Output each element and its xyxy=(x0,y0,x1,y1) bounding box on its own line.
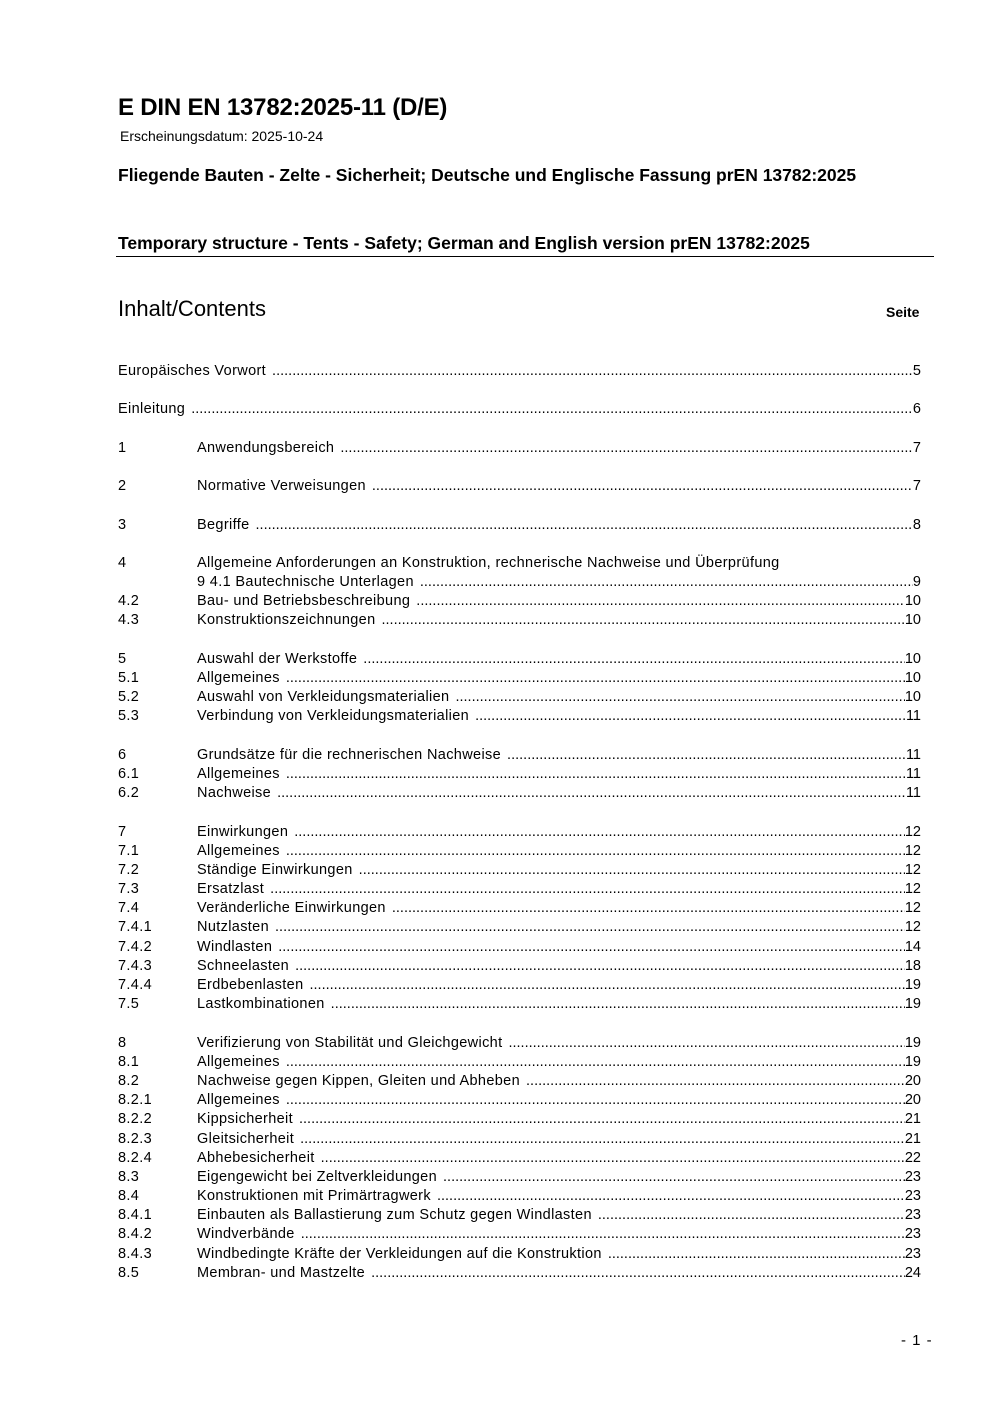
toc-dot-leader xyxy=(286,842,905,861)
toc-entry-label: Europäisches Vorwort xyxy=(118,363,267,379)
toc-entry xyxy=(118,880,921,899)
toc-dot-leader xyxy=(270,880,905,899)
title-english: Temporary structure - Tents - Safety; German and English version prEN 13782:2025 xyxy=(118,233,810,253)
toc-entry-number: 8.2.3 xyxy=(118,1130,152,1147)
toc-entry-number: 8.4.2 xyxy=(118,1226,152,1243)
toc-entry-page: 19 xyxy=(904,977,921,993)
toc-entry-label: Eigengewicht bei Zeltverkleidungen xyxy=(197,1168,438,1185)
toc-entry-label: Gleitsicherheit xyxy=(197,1130,295,1147)
toc-dot-leader xyxy=(277,784,906,803)
toc-dot-leader xyxy=(359,861,905,880)
toc-entry xyxy=(118,861,921,880)
toc-entry-page: 11 xyxy=(905,708,921,725)
toc-entry-label: Auswahl der Werkstoffe xyxy=(197,650,358,667)
toc-entry-label: Abhebesicherheit xyxy=(197,1149,315,1166)
toc-entry xyxy=(118,1072,921,1091)
toc-entry-label: Windlasten xyxy=(197,938,273,955)
toc-entry-label: Lastkombinationen xyxy=(197,996,325,1013)
toc-dot-leader xyxy=(455,688,904,707)
toc-entry xyxy=(118,823,921,842)
toc-entry xyxy=(118,611,921,630)
toc-entry-page: 12 xyxy=(904,842,921,859)
toc-entry-number: 7.1 xyxy=(118,842,140,859)
toc-entry-page: 12 xyxy=(904,919,921,936)
toc-entry-page: 23 xyxy=(904,1226,921,1243)
toc-entry-page: 21 xyxy=(904,1111,921,1128)
page-number: - 1 - xyxy=(901,1332,933,1349)
toc-entry xyxy=(118,1053,921,1072)
toc-entry-number: 7.4.3 xyxy=(118,957,152,974)
toc-dot-leader xyxy=(191,400,913,419)
toc-entry-number: 8.2 xyxy=(118,1072,140,1089)
toc-entry-label: Ständige Einwirkungen xyxy=(197,861,353,878)
toc-entry xyxy=(118,976,921,995)
toc-entry-number: 7.3 xyxy=(118,881,140,898)
toc-entry-page: 19 xyxy=(904,1034,921,1051)
toc-entry-number: 4 xyxy=(118,554,127,571)
toc-entry-label: Grundsätze für die rechnerischen Nachweise xyxy=(197,746,502,763)
toc-entry xyxy=(118,554,921,573)
toc-entry xyxy=(118,1168,921,1187)
toc-entry-page: 7 xyxy=(912,478,921,495)
toc-entry xyxy=(118,573,921,592)
toc-dot-leader xyxy=(363,650,905,669)
toc-dot-leader xyxy=(437,1187,905,1206)
toc-entry xyxy=(118,1034,921,1053)
toc-entry-number: 8.2.1 xyxy=(118,1092,152,1109)
toc-entry-page: 14 xyxy=(904,938,921,955)
toc-entry-page: 24 xyxy=(904,1264,921,1281)
toc-entry-number: 8 xyxy=(118,1034,127,1051)
toc-entry-number: 6.1 xyxy=(118,765,140,782)
toc-dot-leader xyxy=(300,1130,905,1149)
toc-entry-number: 7.5 xyxy=(118,996,140,1013)
toc-entry-page: 8 xyxy=(912,516,921,533)
toc-entry-label: Nutzlasten xyxy=(197,919,270,936)
toc-entry-page: 10 xyxy=(904,593,921,610)
toc-dot-leader xyxy=(526,1072,905,1091)
toc-dot-leader xyxy=(301,1225,905,1244)
toc-entry-number: 8.2.4 xyxy=(118,1149,152,1166)
toc-entry-label: Bau- und Betriebsbeschreibung xyxy=(197,593,411,610)
toc-entry-page: 11 xyxy=(905,765,921,782)
toc-entry-page: 7 xyxy=(912,439,921,456)
toc-entry-label: Auswahl von Verkleidungsmaterialien xyxy=(197,689,450,706)
toc-entry-number: 8.4 xyxy=(118,1188,140,1205)
toc-entry-number: 3 xyxy=(118,516,127,533)
toc-entry-number: 8.4.1 xyxy=(118,1207,152,1224)
toc-entry-page: 23 xyxy=(904,1168,921,1185)
toc-entry-label: Allgemeines xyxy=(197,1053,280,1070)
toc-entry-page: 10 xyxy=(904,689,921,706)
toc-entry xyxy=(118,707,921,726)
toc-entry-label: Veränderliche Einwirkungen xyxy=(197,900,386,917)
toc-entry-page: 6 xyxy=(912,401,921,418)
toc-entry-label: Ersatzlast xyxy=(197,881,265,898)
toc-entry-label: Allgemeines xyxy=(197,670,280,686)
toc-dot-leader xyxy=(508,1034,904,1053)
toc-entry xyxy=(118,688,921,707)
toc-entry xyxy=(118,477,921,496)
toc-entry-number: 5 xyxy=(118,650,127,667)
toc-entry-page: 12 xyxy=(904,823,921,840)
toc-dot-leader xyxy=(299,1110,905,1129)
toc-entry-page: 18 xyxy=(904,957,921,974)
document-number: E DIN EN 13782:2025-11 (D/E) xyxy=(118,94,448,121)
toc-entry-page: 11 xyxy=(905,746,921,763)
toc-entry-number: 5.3 xyxy=(118,708,140,725)
toc-entry xyxy=(118,1245,921,1264)
toc-entry-page: 10 xyxy=(904,650,921,667)
toc-entry xyxy=(118,1206,921,1225)
toc-entry-label: Einbauten als Ballastierung zum Schutz gegen Windlasten xyxy=(197,1207,592,1224)
toc-entry-number: 7.2 xyxy=(118,861,140,878)
toc-dot-leader xyxy=(295,957,905,976)
toc-entry xyxy=(118,592,921,611)
toc-entry-page: 10 xyxy=(904,670,921,686)
toc-entry-page: 20 xyxy=(904,1092,921,1109)
toc-dot-leader xyxy=(340,439,913,458)
toc-entry-number: 5.1 xyxy=(118,670,140,686)
publication-date: Erscheinungsdatum: 2025-10-24 xyxy=(120,128,324,144)
toc-entry xyxy=(118,1187,921,1206)
page-column-label: Seite xyxy=(886,304,920,320)
toc-entry-number: 7.4.2 xyxy=(118,938,152,955)
toc-dot-leader xyxy=(286,669,905,688)
toc-dot-leader xyxy=(392,899,905,918)
toc-entry-label: Verifizierung von Stabilität und Gleichgewicht xyxy=(197,1034,503,1051)
toc-dot-leader xyxy=(286,1091,905,1110)
toc-entry xyxy=(118,899,921,918)
toc-entry-label: Windbedingte Kräfte der Verkleidungen auf die Konstruktion xyxy=(197,1245,602,1262)
toc-entry xyxy=(118,1149,921,1168)
toc-entry-number: 2 xyxy=(118,478,127,495)
toc-dot-leader xyxy=(598,1206,905,1225)
toc-entry-label: Windverbände xyxy=(197,1226,295,1243)
toc-dot-leader xyxy=(275,918,905,937)
toc-dot-leader xyxy=(507,746,906,765)
toc-entry-number: 1 xyxy=(118,439,127,456)
toc-dot-leader xyxy=(371,1264,905,1283)
toc-dot-leader xyxy=(321,1149,905,1168)
toc-entry-number: 7.4.4 xyxy=(118,977,152,993)
toc-entry-page: 10 xyxy=(904,612,921,629)
toc-entry-label: 9 4.1 Bautechnische Unterlagen xyxy=(197,574,414,591)
toc-entry xyxy=(118,1264,921,1283)
toc-entry-page: 12 xyxy=(904,881,921,898)
toc-dot-leader xyxy=(286,1053,905,1072)
toc-entry-label: Konstruktionszeichnungen xyxy=(197,612,376,629)
toc-entry xyxy=(118,746,921,765)
toc-entry-number: 6 xyxy=(118,746,127,763)
toc-entry xyxy=(118,1225,921,1244)
toc-entry xyxy=(118,669,921,688)
toc-dot-leader xyxy=(420,573,913,592)
toc-entry xyxy=(118,1110,921,1129)
toc-entry-number: 4.3 xyxy=(118,612,140,629)
toc-entry-number: 5.2 xyxy=(118,689,140,706)
toc-entry-number: 7.4.1 xyxy=(118,919,152,936)
toc-entry xyxy=(118,938,921,957)
toc-entry xyxy=(118,439,921,458)
toc-entry xyxy=(118,516,921,535)
toc-entry-label: Schneelasten xyxy=(197,957,290,974)
toc-entry-page: 12 xyxy=(904,900,921,917)
toc-dot-leader xyxy=(608,1245,905,1264)
toc-entry-label: Kippsicherheit xyxy=(197,1111,293,1128)
toc-dot-leader xyxy=(382,611,905,630)
toc-entry-page: 21 xyxy=(904,1130,921,1147)
toc-entry xyxy=(118,995,921,1014)
toc-entry xyxy=(118,784,921,803)
toc-entry-label: Allgemeines xyxy=(197,765,280,782)
toc-entry-label: Anwendungsbereich xyxy=(197,439,335,456)
toc-entry-label: Verbindung von Verkleidungsmaterialien xyxy=(197,708,470,725)
toc-entry-number: 6.2 xyxy=(118,785,140,802)
toc-dot-leader xyxy=(309,976,904,995)
toc-dot-leader xyxy=(331,995,905,1014)
toc-entry xyxy=(118,400,921,419)
toc-entry-page: 9 xyxy=(912,574,921,591)
toc-entry-page: 12 xyxy=(904,861,921,878)
title-rule xyxy=(116,256,934,257)
toc-entry xyxy=(118,650,921,669)
toc-entry-label: Begriffe xyxy=(197,516,250,533)
toc-entry-label: Einleitung xyxy=(118,401,186,418)
toc-entry xyxy=(118,1130,921,1149)
toc-dot-leader xyxy=(372,477,913,496)
toc-entry-label: Membran- und Mastzelte xyxy=(197,1264,366,1281)
toc-entry-page: 19 xyxy=(904,1053,921,1070)
toc-entry xyxy=(118,957,921,976)
toc-dot-leader xyxy=(272,362,913,381)
toc-entry-page: 11 xyxy=(905,785,921,802)
toc-entry-label: Nachweise xyxy=(197,785,272,802)
toc-entry-label: Nachweise gegen Kippen, Gleiten und Abheben xyxy=(197,1072,521,1089)
toc-entry-page: 5 xyxy=(912,363,921,379)
toc-entry-page: 20 xyxy=(904,1072,921,1089)
toc-entry-page: 23 xyxy=(904,1188,921,1205)
toc-entry-label: Allgemeines xyxy=(197,842,280,859)
toc-entry-label: Erdbebenlasten xyxy=(197,977,304,993)
toc-dot-leader xyxy=(475,707,906,726)
toc-entry xyxy=(118,1091,921,1110)
toc-entry-label: Allgemeines xyxy=(197,1092,280,1109)
toc-entry-number: 8.4.3 xyxy=(118,1245,152,1262)
toc-entry-number: 7.4 xyxy=(118,900,140,917)
toc-entry-number: 8.3 xyxy=(118,1168,140,1185)
toc-entry-page: 23 xyxy=(904,1245,921,1262)
toc-entry-page: 23 xyxy=(904,1207,921,1224)
toc-entry-label: Einwirkungen xyxy=(197,823,289,840)
toc-entry xyxy=(118,765,921,784)
table-of-contents xyxy=(118,362,921,1283)
toc-entry-label: Allgemeine Anforderungen an Konstruktion, rechnerische Nachweise und Überprüfung xyxy=(197,554,780,571)
toc-entry-page: 19 xyxy=(904,996,921,1013)
toc-entry xyxy=(118,362,921,381)
toc-dot-leader xyxy=(443,1168,905,1187)
toc-entry-page: 22 xyxy=(904,1149,921,1166)
toc-dot-leader xyxy=(416,592,905,611)
toc-dot-leader xyxy=(286,765,906,784)
toc-dot-leader xyxy=(256,516,913,535)
toc-entry-number: 8.2.2 xyxy=(118,1111,152,1128)
contents-heading: Inhalt/Contents xyxy=(118,296,266,321)
title-german: Fliegende Bauten - Zelte - Sicherheit; Deutsche und Englische Fassung prEN 13782:2025 xyxy=(118,165,857,185)
toc-entry-number: 7 xyxy=(118,823,127,840)
toc-entry-number: 8.5 xyxy=(118,1264,140,1281)
toc-dot-leader xyxy=(294,823,905,842)
toc-entry xyxy=(118,842,921,861)
toc-entry-label: Konstruktionen mit Primärtragwerk xyxy=(197,1188,431,1205)
toc-dot-leader xyxy=(278,938,905,957)
toc-entry-number: 8.1 xyxy=(118,1053,140,1070)
toc-entry-label: Normative Verweisungen xyxy=(197,478,366,495)
toc-entry xyxy=(118,918,921,937)
toc-entry-number: 4.2 xyxy=(118,593,140,610)
